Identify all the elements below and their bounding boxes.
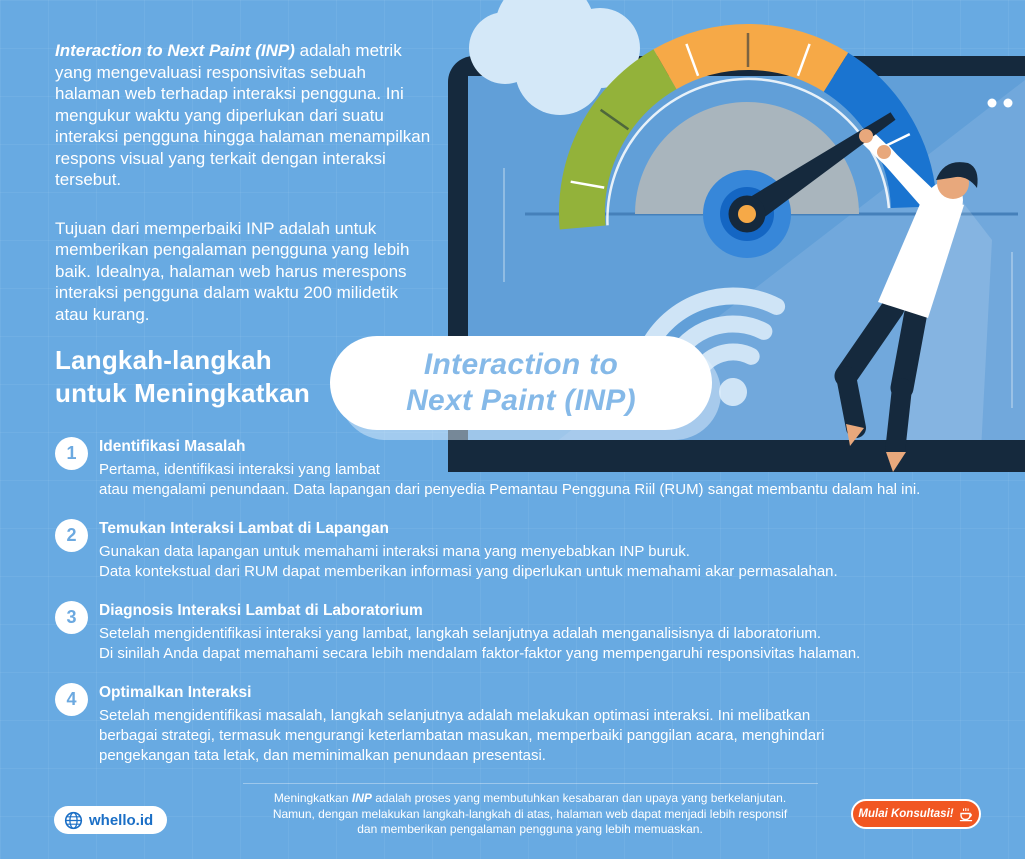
step-item-1: 1 Identifikasi Masalah Pertama, identifikasi interaksi yang lambat atau mengalami penundaan. Data lapangan dari penyedia Pemantau Pengguna Riil (RUM) sangat membantu dalam hal ini. (55, 437, 997, 500)
steps-heading (55, 344, 310, 410)
window-dot-icon (988, 99, 997, 108)
footer-note (250, 791, 810, 838)
whello-logo[interactable] (54, 806, 167, 834)
intro-text (55, 40, 433, 352)
step-item-2: 2 Temukan Interaksi Lambat di Lapangan Gunakan data lapangan untuk memahami interaksi mana yang menyebabkan INP buruk. Data kontekstual dari RUM dapat memberikan informasi yang diperlukan untuk memahami akar permasalahan. (55, 519, 997, 582)
title-badge-line2: Next Paint (INP) (406, 384, 636, 417)
footer-note-line3: dan memberikan pengalaman pengguna yang lebih memuaskan. (357, 822, 703, 836)
window-dot-icon (1004, 99, 1013, 108)
steps-list (55, 437, 997, 785)
intro-paragraph-1: Interaction to Next Paint (INP) adalah metrik yang mengevaluasi responsivitas sebuah halaman web terhadap interaksi pengguna. Ini mengukur waktu yang diperlukan dari suatu interaksi pengguna hingga halaman menampilkan respons visual yang terkait dengan interaksi tersebut. (55, 41, 431, 189)
globe-icon (64, 811, 83, 830)
step-number-badge: 3 (55, 601, 88, 634)
step-item-4: 4 Optimalkan Interaksi Setelah mengidentifikasi masalah, langkah selanjutnya adalah melakukan optimasi interaksi. Ini melibatkan berbagai strategi, termasuk mengurangi keterlambatan masukan, memperbaiki panggilan acara, menghindari pengekangan tata letak, dan meminimalkan penundaan presentasi. (55, 683, 997, 766)
step-number-badge: 4 (55, 683, 88, 716)
step-number-badge: 2 (55, 519, 88, 552)
title-badge-line1: Interaction to (423, 348, 619, 381)
intro-paragraph-2: Tujuan dari memperbaiki INP adalah untuk memberikan pengalaman pengguna yang lebih baik. Idealnya, halaman web harus merespons interaksi pengguna dalam waktu 200 milidetik atau kurang. (55, 218, 410, 324)
step-title: Identifikasi Masalah (99, 438, 246, 455)
whello-logo-text: whello.id (89, 811, 154, 829)
step-number-badge: 1 (55, 437, 88, 470)
footer-note-line1: Meningkatkan INP adalah proses yang membutuhkan kesabaran dan upaya yang berkelanjutan. (273, 791, 787, 805)
coffee-cup-icon (959, 807, 974, 822)
step-title: Temukan Interaksi Lambat di Lapangan (99, 520, 389, 537)
steps-heading-line1: Langkah-langkah (55, 345, 272, 375)
steps-heading-line2: untuk Meningkatkan (55, 378, 310, 408)
step-title: Diagnosis Interaksi Lambat di Laboratorium (99, 602, 423, 619)
footer-note-line2: Namun, dengan melakukan langkah-langkah di atas, halaman web dapat menjadi lebih responsif (272, 806, 788, 821)
step-item-3: 3 Diagnosis Interaksi Lambat di Laboratorium Setelah mengidentifikasi interaksi yang lambat, langkah selanjutnya adalah menganalisisnya di laboratorium. Di sinilah Anda dapat memahami secara lebih mendalam faktor-faktor yang mempengaruhi responsivitas halaman. (55, 601, 997, 664)
title-badge (330, 336, 712, 430)
cta-label: Mulai Konsultasi! (858, 808, 954, 820)
step-title: Optimalkan Interaksi (99, 684, 252, 701)
inp-term: INP (351, 791, 372, 805)
gauge-segment-orange (665, 47, 836, 72)
start-consultation-button[interactable] (851, 799, 981, 829)
inp-term: Interaction to Next Paint (INP) (55, 41, 295, 60)
